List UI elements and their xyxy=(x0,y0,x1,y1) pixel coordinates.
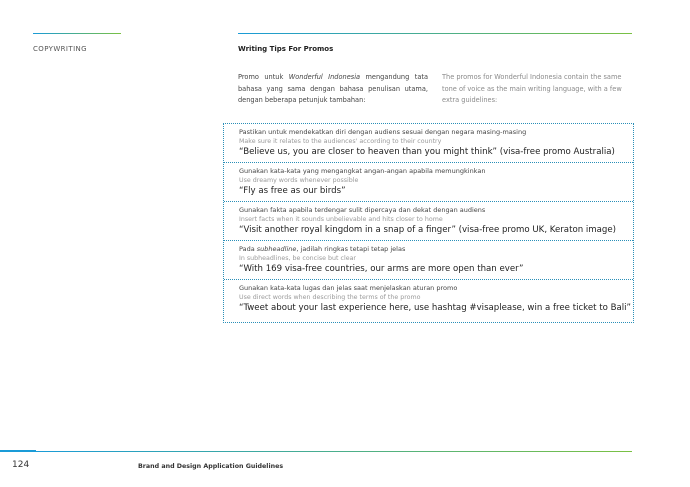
tip-indonesian: Gunakan fakta apabila terdengar sulit dipercaya dan dekat dengan audiens xyxy=(239,206,486,214)
header-rule-right xyxy=(238,33,632,34)
tip-example: “Visit another royal kingdom in a snap of a finger” (visa-free promo UK, Keraton image) xyxy=(239,225,616,235)
intro-id-suffix: mengandung tata bahasa yang sama dengan bahasa penulisan utama, dengan beberapa petunjuk tambahan: xyxy=(238,73,428,104)
tip-id-italic: subheadline xyxy=(256,245,297,253)
tip-example: “Fly as free as our birds” xyxy=(239,186,346,196)
tip-example: “Believe us, you are closer to heaven than you might think” (visa-free promo Australia) xyxy=(239,147,615,157)
tip-english: Use direct words when describing the terms of the promo xyxy=(239,294,421,301)
tip-item xyxy=(224,124,633,163)
section-label: COPYWRITING xyxy=(33,45,87,53)
footer-doc-title: Brand and Design Application Guidelines xyxy=(138,463,284,470)
tip-english: Insert facts when it sounds unbelievable and hits closer to home xyxy=(239,216,443,223)
page-number: 124 xyxy=(12,460,30,470)
tip-indonesian xyxy=(239,245,618,254)
footer-accent-bar xyxy=(0,450,36,452)
tip-indonesian: Pastikan untuk mendekatkan diri dengan audiens sesuai dengan negara masing-masing xyxy=(239,128,527,136)
intro-id-prefix: Promo untuk xyxy=(238,73,289,81)
tip-indonesian: Gunakan kata-kata yang mengangkat angan-angan apabila memungkinkan xyxy=(239,167,486,175)
header-rule-left xyxy=(33,33,121,34)
tip-item xyxy=(224,163,633,202)
tip-item xyxy=(224,241,633,280)
tip-example: “Tweet about your last experience here, use hashtag #visaplease, win a free ticket to Bali” xyxy=(239,303,631,313)
tip-english: In subheadlines, be concise but clear xyxy=(239,255,357,262)
tip-item xyxy=(224,280,633,322)
footer-rule xyxy=(36,451,632,452)
tip-english: Use dreamy words whenever possible xyxy=(239,177,359,184)
page-title: Writing Tips For Promos xyxy=(238,45,334,53)
tip-item xyxy=(224,202,633,241)
tip-id-prefix: Pada xyxy=(239,245,257,253)
tip-indonesian: Gunakan kata-kata lugas dan jelas saat menjelaskan aturan promo xyxy=(239,284,458,292)
intro-id-italic: Wonderful Indonesia xyxy=(288,73,361,81)
tip-example: “With 169 visa-free countries, our arms are more open than ever” xyxy=(239,264,524,274)
intro-english: The promos for Wonderful Indonesia contain the same tone of voice as the main writing language, with a few extra guidelines: xyxy=(442,73,622,104)
tip-english: Make sure it relates to the audiences' according to their country xyxy=(239,138,442,145)
tip-id-suffix: , jadilah ringkas tetapi tetap jelas xyxy=(296,245,406,253)
intro-indonesian xyxy=(238,72,428,107)
tips-box xyxy=(223,123,634,323)
